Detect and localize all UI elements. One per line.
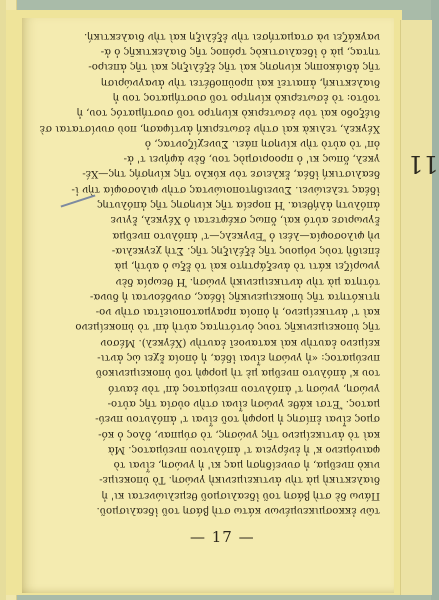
- text-line: νικὸ πνεῦμα, ἡ συνείδηση μας κι' ἡ γνώση, εἶναι τὸ: [113, 459, 380, 471]
- text-line: κείμενο ἑαυτὴν καὶ κατανοεῖ ἑαυτὴν (Χέγκελ). Μέσον: [100, 336, 380, 348]
- text-line: τῶν ἐκκοσμικευμένων κάτω στὴ βάση τοῦ ἰδεαλισμοῦ.: [96, 505, 380, 516]
- right-leaf: [400, 20, 432, 595]
- text-line: γκελ, ὅπως κι' ὁ προορισμὸς του, δὲν ἀφήνει τ' ἀ-: [123, 153, 380, 165]
- text-line: τότητα μὰ τὴν ἀντικειμενικὴ γνώση. Ἡ θεωρία δὲν: [115, 275, 380, 287]
- text-line: ἔγνωρισε αὐτό καὶ, ὅπως σκέφτεται ὁ Χέγκελ, ἔγινε: [110, 214, 380, 226]
- text-line: καὶ τ' ἀντικείμενο, ἡ ὁποία πραγματοποιεῖται στὴν νο-: [95, 306, 380, 318]
- text-line: διαλεκτικὴ μὰ τὴν ἀντικειμενικὴ γνώση. Τὸ ὑποκειμε-: [99, 474, 380, 486]
- text-line: τῆς ὑποκειμενικῆς τους ὀντότητας αὐτὴ ἀπ' τὸ ὑποκείμενο: [75, 321, 380, 333]
- text-line: του κ' ἀπόλυτο πνεῦμα μὲ τὴ μορφὴ τοῦ ὑποκειμενικοῦ: [95, 367, 380, 379]
- text-line: ητικότητα τῆς ὑποκειμενικῆς ἰδέας, συνδέονται ἡ δυνα-: [89, 290, 380, 302]
- text-line: ναγκάζει νὰ σταματήσει τὴν ἐξέλιξη καὶ τὴν διαλεκτική.: [84, 30, 380, 42]
- text-line: Χέγκελ, τελικὰ καὶ στὴν ἐσωτερική ἀντίφαση, ποὺ συνίσταται σὲ: [39, 122, 380, 134]
- text-line: ἀπόλυτη ἀλήθεια. Ἡ πορεία τῆς κίνησης τῆς ἀπόλυτης: [97, 199, 380, 211]
- side-handwritten-mark: 11: [408, 150, 439, 178]
- text-line: ἰδέας τελειώνει. Συνειδητοποιώντας στὴν φιλοσοφία τὴν ἰ-: [71, 183, 380, 195]
- text-line: ἐπειδὴ τοὺς νόμους τῆς ἐξέλιξης τῆς. Στὴ χεγκελια-: [111, 244, 380, 256]
- text-line: νὴ φιλοσοφία—λέει ὁ Ἔνγκελς—τ' ἀπόλυτο πνεῦμα: [112, 229, 380, 241]
- text-line: ματος. Ἔτσι κάθε γνώση εἶναι στὴν οὐσία τῆς αὐτο-: [107, 397, 380, 409]
- page-number: — 17 —: [190, 528, 255, 546]
- text-line: δεαλιστική ἰδέα, ἔκλεισε τὸν κύκλο τῆς κίνησής της—Χέ-: [82, 168, 380, 180]
- text-line: τῆς ἀδιάκοπης κίνησης καὶ τῆς ἐξέλιξης καὶ τῆς ἀπειρο-: [88, 61, 380, 73]
- text-line: σμος εἶναι ἐπίσης ἡ μορφὴ τοῦ εἶναι τ' ἀπόλυτου πνεύ-: [95, 413, 380, 425]
- text-line: πνεύματος: «ἡ γνώση εἶναι ἰδέα, ἡ ὁποία ἔχει ὡς ἀντι-: [97, 352, 380, 364]
- text-line: φαινόμενο κ' ἡ ἐνέργεια τ' ἀπόλυτου πνεύματος. Μὰ: [107, 443, 380, 455]
- text-line: τητας, μὰ ὁ ἰδεαλιστικὸς τρόπος τῆς διαλεκτικῆς ὁ ἀ-: [100, 46, 380, 58]
- text-line: γνωρίζει κάτι τὸ ἀνεξάρτητο καὶ τὸ ἔξω ὁ αὐτὴ, μὰ: [114, 260, 380, 272]
- text-line: καὶ τὸ ἀντικείμενο τῆς γνώσης, τὸ σύμπαν, ὅλος ὁ κό-: [98, 428, 380, 440]
- text-line: τοῦτο: τὸ ἐσωτερικὸ κίνητρο τοῦ συστήματος του ἡ: [113, 91, 380, 103]
- text-line: γνώση, γνώση τ' ἀπόλυτου πνεύματος ἀπ' τὸν ἑαυτό: [108, 382, 380, 394]
- text-line: Πάνω δὲ στὴ βάση τοῦ ἰδεαλισμοῦ θεμελιώνεται κι' ἡ: [101, 489, 380, 501]
- text-line: ὀπ' τὸ αὐτὸ τὴν κίνηση πάει. Συνεχίζοντας, ὁ: [144, 137, 380, 149]
- body-text: [39, 30, 380, 518]
- text-line: διαλεκτική, ἀπαιτεῖ καὶ προϋποθέτει τὴν ἀναγνώριση: [101, 76, 380, 88]
- text-line: διέξοδο καὶ τὸν ἐσωτερικὸ κίνητρο τοῦ συστήματός του, ἡ: [76, 107, 380, 119]
